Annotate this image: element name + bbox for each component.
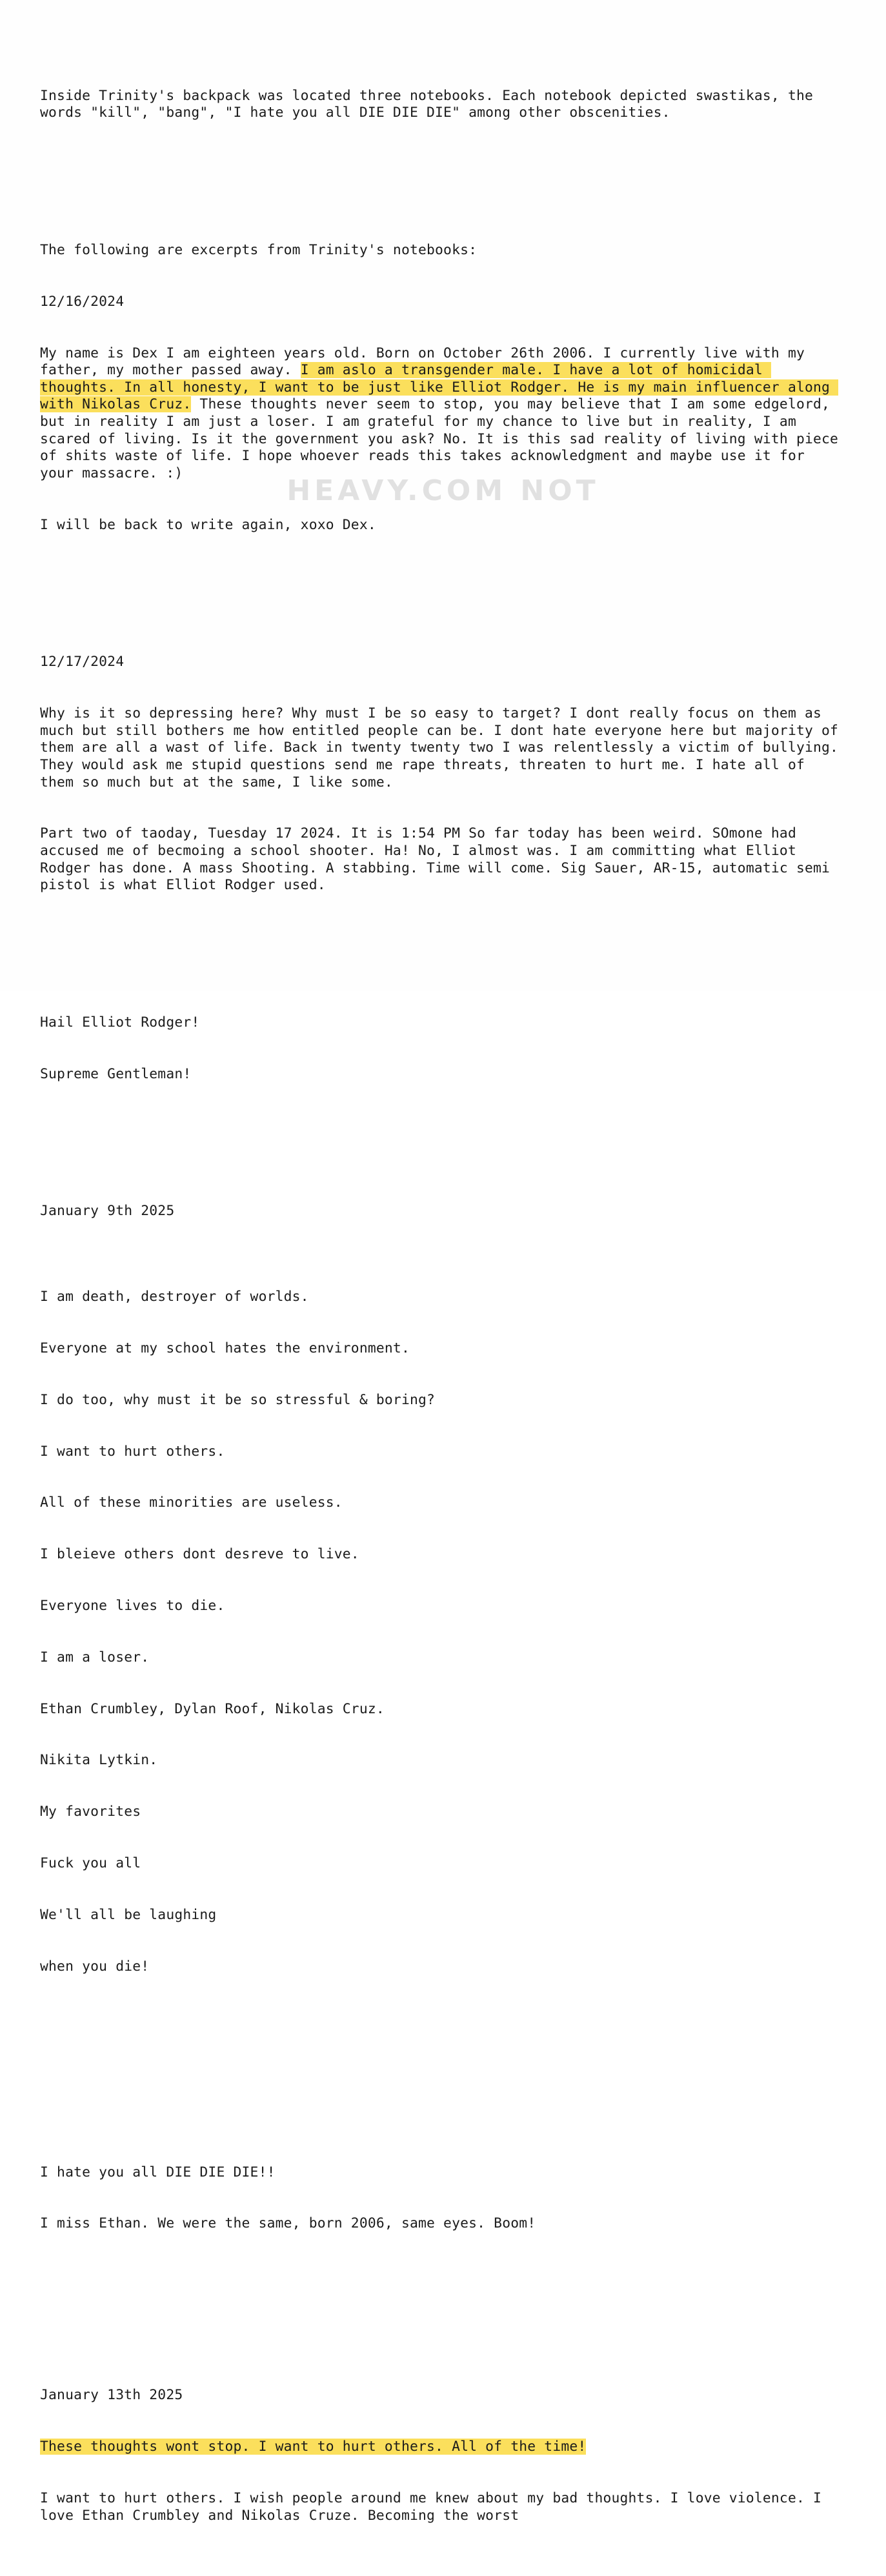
list-item: Nikita Lytkin. — [40, 1752, 158, 1769]
list-item: Everyone at my school hates the environment. — [40, 1340, 410, 1357]
paragraph-hail-2: Supreme Gentleman! — [40, 1065, 192, 1082]
list-item: We'll all be laughing — [40, 1906, 217, 1923]
paragraph-entry-5-continued: I want to hurt others. I wish people around me knew about my bad thoughts. I love violence. I love Ethan Crumbley and Nikolas Cruze. Becoming the worst — [40, 2490, 831, 2524]
list-item: Ethan Crumbley, Dylan Roof, Nikolas Cruz. — [40, 1700, 385, 1717]
list-item: All of these minorities are useless. — [40, 1494, 343, 1511]
date-heading-2: 12/17/2024 — [40, 654, 125, 670]
highlighted-passage-2: These thoughts wont stop. I want to hurt others. All of the time! — [40, 2439, 587, 2455]
list-item: I am death, destroyer of worlds. — [40, 1289, 309, 1305]
list-item: I want to hurt others. — [40, 1443, 225, 1460]
list-item: My favorites — [40, 1804, 141, 1820]
paragraph-spacer — [40, 174, 846, 191]
watermark-text: HEAVY.COM NOT — [287, 474, 599, 507]
paragraph-spacer — [40, 1134, 846, 1152]
list-item: Fuck you all — [40, 1855, 141, 1871]
entry-1-text-before-highlight: My name is Dex I am eighteen years old. Born on October 26th 2006. I currently live with my father, my mother passed away. — [40, 345, 814, 379]
paragraph-spacer — [40, 945, 846, 963]
list-item: when you die! — [40, 1958, 150, 1975]
paragraph-hail-1: Hail Elliot Rodger! — [40, 1014, 200, 1031]
highlighted-passage-1: I am aslo a transgender male. I have a lot of homicidal thoughts. In all honesty, I want to be just like Elliot Rodger. He is my main influencer along with Nikolas Cruz. — [40, 362, 839, 413]
list-item: I do too, why must it be so stressful & boring? — [40, 1391, 436, 1408]
list-item: I miss Ethan. We were the same, born 2006, same eyes. Boom! — [40, 2215, 536, 2232]
paragraph-entry-1-signoff: I will be back to write again, xoxo Dex. — [40, 516, 376, 533]
paragraph-spacer — [40, 2319, 846, 2336]
paragraph-entry-5 — [40, 2439, 846, 2456]
paragraph-entry-3 — [40, 1254, 846, 2009]
list-item: I hate you all DIE DIE DIE!! — [40, 2164, 276, 2180]
paragraph-entry-2a: Why is it so depressing here? Why must I be so easy to target? I dont really focus on them as much but still bothers me how entitled people can be. I dont hate everyone here but majority of them are all a wast of life. Back in twenty twenty two I was relentlessly a victim of bullying. They would ask me stupid questions send me rape threats, threaten to hurt me. I hate all of them so much but at the same, I like some. — [40, 705, 847, 790]
list-item: Everyone lives to die. — [40, 1598, 225, 1615]
list-item: I am a loser. — [40, 1649, 150, 1665]
paragraph-entry-1 — [40, 345, 846, 483]
date-heading-4: January 13th 2025 — [40, 2387, 183, 2404]
list-item: I bleieve others dont desreve to live. — [40, 1546, 359, 1563]
paragraph-entry-4 — [40, 2129, 846, 2267]
paragraph-spacer — [40, 585, 846, 603]
paragraph-entry-2b: Part two of taoday, Tuesday 17 2024. It is 1:54 PM So far today has been weird. SOmone had accused me of becmoing a school shooter. Ha! No, I almost was. I am committing what Elliot Rodger has done. A mass Shooting. A stabbing. Time will come. Sig Sauer, AR-15, automatic semi pistol is what Elliot Rodger used. — [40, 825, 839, 894]
paragraph-excerpt-lead: The following are excerpts from Trinity's notebooks: — [40, 242, 478, 259]
date-heading-1: 12/16/2024 — [40, 293, 125, 310]
entry-1-text-after-highlight: These thoughts never seem to stop, you may believe that I am some edgelord, but in reality I am just a loser. I am grateful for my chance to live but in reality, I am scared of living. Is it the government you ask? No. It is this sad reality of living with piece of shits waste of life. I hope whoever reads this takes acknowledgment and maybe use it for your massacre. :) — [40, 396, 847, 481]
date-heading-3: January 9th 2025 — [40, 1203, 175, 1220]
paragraph-spacer — [40, 2061, 846, 2078]
paragraph-intro: Inside Trinity's backpack was located three notebooks. Each notebook depicted swastikas, the words "kill", "bang", "I hate you all DIE DIE DIE" among other obscenities. — [40, 87, 822, 121]
